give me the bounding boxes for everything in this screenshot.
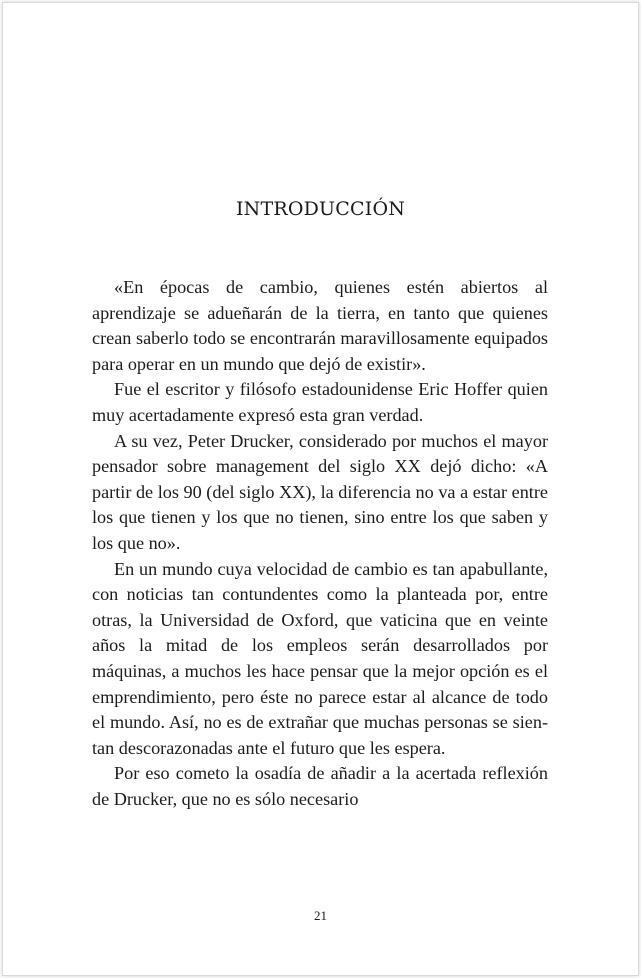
body-text [92, 275, 548, 812]
chapter-title: INTRODUCCIÓN [235, 198, 406, 220]
paragraph: Fue el escritor y filósofo estadounidense Eric Hoffer quien muy acertadamente expresó esta gran verdad. [92, 379, 548, 425]
paragraph: Por eso cometo la osadía de añadir a la acertada reflexión de Drucker, que no es sólo necesario [92, 763, 548, 809]
paragraph: «En épocas de cambio, quienes estén abiertos al aprendizaje se adueñarán de la tierra, en tanto que quienes crean saberlo todo se encontrarán maravillosamente equipados para operar en un mundo que dejó de existir». [92, 277, 548, 374]
paragraph: En un mundo cuya velocidad de cambio es tan apabullante, con noticias tan contundentes como la planteada por, entre otras, la Universidad de Oxford, que vaticina que en veinte años la mitad de los empleos serán desarrollados por máquinas, a muchos les hace pensar que la mejor opción es el emprendimiento, pero éste no parece estar al alcance de todo el mundo. Así, no es de extrañar que muchas personas se sientan descorazonadas ante el futuro que les espera. [92, 558, 548, 758]
page-number: 21 [314, 908, 327, 923]
paragraph: A su vez, Peter Drucker, considerado por muchos el mayor pensador sobre management del siglo XX dejó dicho: «A partir de los 90 (del siglo XX), la diferencia no va a estar entre los que tienen y los que no tienen, sino entre los que saben y los que no». [92, 430, 548, 553]
